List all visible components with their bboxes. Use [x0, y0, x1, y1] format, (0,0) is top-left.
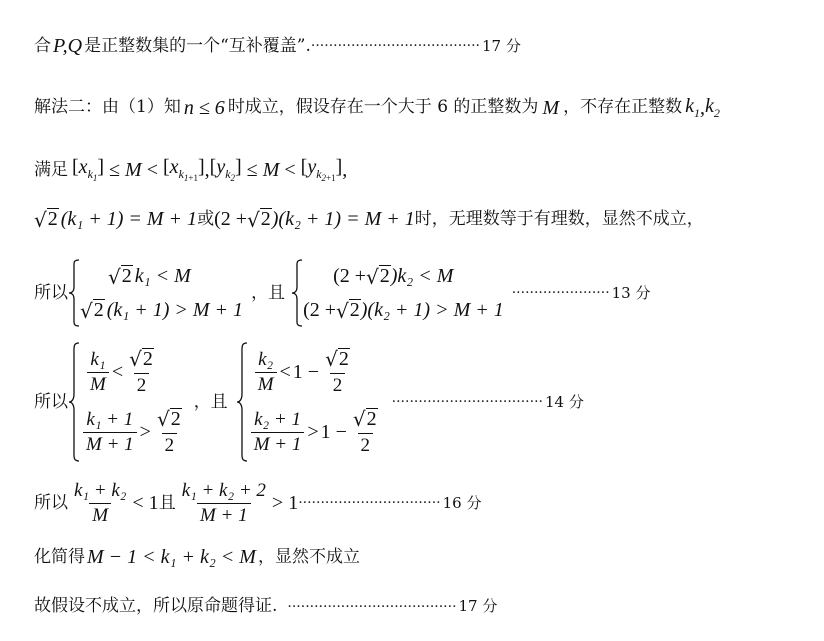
math-m: M: [542, 96, 560, 119]
frac-sum-over-m: $\frac{\text{k₁ + k₂}}{M}$: [74, 479, 127, 526]
math-k2: $k_2$: [705, 95, 720, 120]
sqrt-2b: √ 2: [247, 208, 271, 232]
leader-dots: ······································: [310, 38, 480, 54]
line-sum: 所以 $\frac{\text{k₁ + k₂}}{M}$ < 1 且 $\frac{\text{k₁ + k₂ + 2}}{M + 1}$ > 1 ································ 16 分: [34, 479, 482, 526]
line-simplify: [34, 547, 360, 567]
text-method-lead: 解法二：由（1）知: [34, 97, 181, 117]
floor-y-k2-plus1: $[y_{k_{2+1}}]$: [300, 156, 343, 183]
floor-y-k2: $[y_{k_2}]$: [209, 156, 242, 183]
text-so: 所以: [34, 391, 68, 412]
leader-dots: ······································: [287, 598, 457, 615]
math-k1: $k_1$: [685, 95, 700, 120]
line-system-1: [34, 258, 651, 328]
system-d: $\frac{\text{k₂}}{M}$ < 1 − √ 2 2 $\frac{\text{k₂ + 1}}{M + 1}$ > 1 − √ 2 2: [236, 342, 384, 462]
score-label: 16 分: [442, 493, 482, 512]
text-invalid: ，显然不成立: [257, 546, 360, 567]
system-b: (2 + √ 2 )k₂ < M (2 + √ 2 )(k₂ + 1) > M + 1: [291, 259, 504, 327]
leader-dots: ······················: [511, 285, 610, 301]
system-a: √ 2 k₁ < M √ 2 (k₁ + 1) > M + 1: [68, 259, 243, 327]
leader-dots: ··································: [391, 394, 543, 410]
score-label: 14 分: [544, 392, 584, 411]
text-satisfy: 满足: [34, 159, 68, 180]
text-proved: 故假设不成立，所以原命题得证.: [34, 596, 278, 616]
line-irrational: √ 2 (k₁ + 1) = M + 1 或 (2 + √ 2 )(k₂ + 1) = M + 1 时，无理数等于有理数，显然不成立，: [34, 208, 704, 232]
eq-first: (k₁ + 1) = M + 1: [60, 208, 198, 230]
system-c: $\frac{\text{k₁}}{M}$ < √ 2 2 $\frac{\text{k₁ + 1}}{M + 1}$ > √ 2 2: [68, 342, 188, 462]
floor-x-k1: $[x_{k_1}]$: [72, 156, 105, 183]
line-method-two: 解法二：由（1）知 n ≤ 6 时成立，假设存在一个大于 6 的正整数为 M ，不存在正整数 $k_1$ , $k_2$: [34, 95, 720, 120]
text-and: 且: [158, 492, 176, 513]
line-system-2: [34, 340, 584, 464]
line-satisfy: 满足 $[x_{k_1}]$ ≤ M < $[x_{k_{1+1}}]$ , $[y_{k_2}]$ ≤ M < $[y_{k_{2+1}}]$ ,: [34, 156, 348, 183]
score-label: 13 分: [611, 283, 651, 302]
text-and: ，且: [251, 282, 286, 303]
text-or: 或: [197, 208, 215, 229]
floor-x-k1-plus1: $[x_{k_{1+1}}]$: [163, 156, 205, 183]
text-not-exist: ，不存在正整数: [563, 97, 683, 117]
math-pq: P,Q: [53, 35, 83, 57]
math-n-le-6: n ≤ 6: [183, 96, 225, 119]
line-conclusion-2: [34, 598, 497, 615]
math-inequality: M − 1 < k₁ + k₂ < M: [87, 546, 256, 568]
sqrt-2: √ 2: [34, 208, 58, 232]
eq-second: )(k₂ + 1) = M + 1: [271, 208, 415, 230]
text-simplify: 化简得: [34, 546, 85, 567]
line-conclusion-1: [34, 36, 521, 56]
text-assume: 时成立，假设存在一个大于 6 的正整数为: [227, 97, 539, 117]
score-label: 17 分: [482, 36, 521, 55]
text-he: 合: [34, 35, 51, 56]
frac-sum-plus2: $\frac{\text{k₁ + k₂ + 2}}{M + 1}$: [181, 479, 266, 526]
text-so: 所以: [34, 492, 68, 513]
text-and: ，且: [193, 391, 228, 412]
text-complement-cover: 是正整数集的一个“互补覆盖”.: [84, 35, 311, 56]
score-label: 17 分: [458, 597, 498, 615]
text-so: 所以: [34, 282, 68, 303]
leader-dots: ································: [298, 495, 441, 511]
text-irrational: 时，无理数等于有理数，显然不成立，: [414, 208, 704, 229]
